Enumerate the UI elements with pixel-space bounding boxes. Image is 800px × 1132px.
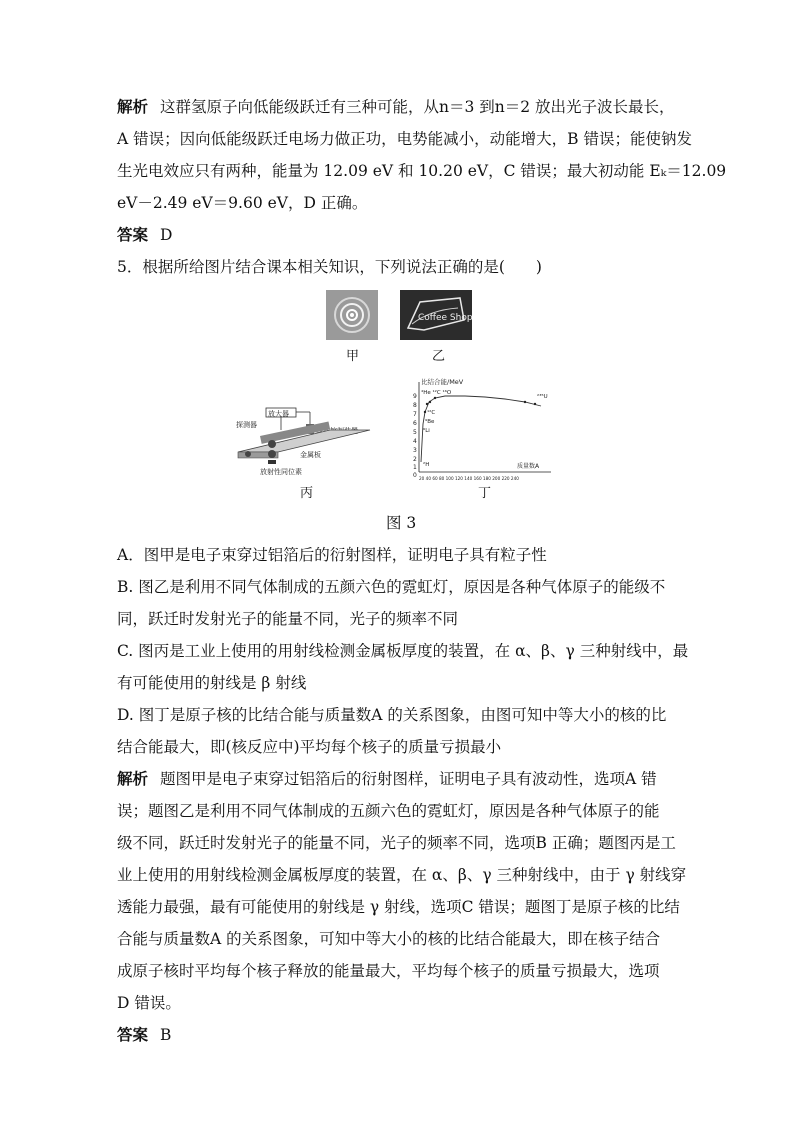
image-jia-caption: 甲 [346, 349, 360, 364]
option-a: A．图甲是电子束穿过铝箔后的衍射图样，证明电子具有粒子性 [117, 546, 547, 564]
answer-value: B [160, 1026, 172, 1044]
figure-caption: 图 3 [386, 514, 417, 532]
option-b-line-1: B. 图乙是利用不同气体制成的五颜六色的霓虹灯，原因是各种气体原子的能级不 [117, 578, 666, 596]
explanation-2-line-2: 误；题图乙是利用不同气体制成的五颜六色的霓虹灯，原因是各种气体原子的能 [117, 802, 660, 820]
explanation-label: 解析 [117, 98, 149, 116]
option-d-line-2: 结合能最大，即(核反应中)平均每个核子的质量亏损最小 [117, 738, 502, 756]
svg-text:¹²C: ¹²C [427, 410, 436, 416]
explanation-2-line-4: 业上使用的用射线检测金属板厚度的装置，在 α、β、γ 三种射线中，由于 γ 射线穿 [117, 866, 687, 884]
image-bing-caption: 丙 [300, 486, 314, 501]
svg-text:3: 3 [413, 447, 417, 454]
explanation-1-line-1: 解析 这群氢原子向低能级跃迁有三种可能，从n＝3 到n＝2 放出光子波长最长， [117, 98, 675, 116]
answer-label: 答案 [117, 226, 149, 244]
svg-text:⁶Li: ⁶Li [423, 428, 430, 434]
svg-text:放射性同位素: 放射性同位素 [260, 468, 302, 476]
explanation-2-line-1: 解析 题图甲是电子束穿过铝箔后的衍射图样，证明电子具有波动性，选项A 错 [117, 770, 657, 788]
explanation-1-line-3: 生光电效应只有两种，能量为 12.09 eV 和 10.20 eV，C 错误；最大初动能 Eₖ＝12.09 [117, 162, 727, 180]
explanation-1-line-4: eV－2.49 eV＝9.60 eV，D 正确。 [117, 194, 368, 212]
svg-text:⁴He ¹²C ¹⁶O: ⁴He ¹²C ¹⁶O [421, 390, 452, 396]
svg-text:4: 4 [413, 438, 417, 445]
svg-text:8: 8 [413, 402, 417, 409]
image-yi-caption: 乙 [432, 349, 446, 364]
explanation-label: 解析 [117, 770, 149, 788]
svg-text:金属板: 金属板 [300, 451, 321, 459]
svg-text:放大器: 放大器 [268, 410, 289, 418]
option-d-line-1: D. 图丁是原子核的比结合能与质量数A 的关系图象，由图可知中等大小的核的比 [117, 706, 667, 724]
svg-text:²³⁵U: ²³⁵U [537, 394, 548, 400]
svg-text:7: 7 [413, 411, 417, 418]
option-c-line-2: 有可能使用的射线是 β 射线 [117, 674, 307, 692]
neon-sign-text: Coffee Shop [418, 313, 472, 323]
answer-label: 答案 [117, 1026, 149, 1044]
y-axis-label: 比结合能/MeV [421, 378, 464, 386]
answer-1 [117, 225, 172, 245]
diffraction-image [326, 290, 378, 340]
svg-text:6: 6 [413, 420, 417, 427]
question-5-stem: 5．根据所给图片结合课本相关知识，下列说法正确的是( ) [117, 258, 542, 276]
svg-text:1: 1 [413, 464, 417, 471]
svg-text:5: 5 [413, 429, 417, 436]
svg-text:0: 0 [413, 472, 417, 479]
svg-text:2: 2 [413, 456, 417, 463]
explanation-2-line-3: 级不同，跃迁时发射光子的能量不同，光子的频率不同，选项B 正确；题图丙是工 [117, 834, 676, 852]
binding-energy-chart [405, 374, 555, 484]
x-axis-ticks: 20 40 60 80 100 120 140 160 180 200 220 240 [419, 476, 519, 481]
option-c-line-1: C. 图丙是工业上使用的用射线检测金属板厚度的装置，在 α、β、γ 三种射线中，最 [117, 642, 689, 660]
thickness-gauge-image [230, 400, 380, 480]
explanation-2-line-6: 合能与质量数A 的关系图象，可知中等大小的核的比结合能最大，即在核子结合 [117, 930, 661, 948]
explanation-2-line-8: D 错误。 [117, 994, 181, 1012]
svg-text:9: 9 [413, 393, 417, 400]
option-b-line-2: 同，跃迁时发射光子的能量不同，光子的频率不同 [117, 610, 459, 628]
svg-text:²H: ²H [423, 462, 430, 468]
explanation-2-line-7: 成原子核时平均每个核子释放的能量最大，平均每个核子的质量亏损最大，选项 [117, 962, 660, 980]
answer-2 [117, 1025, 171, 1045]
answer-value: D [160, 226, 173, 244]
svg-text:⁹Be: ⁹Be [425, 419, 435, 425]
x-axis-label: 质量数A [517, 463, 540, 470]
svg-text:探测器: 探测器 [236, 421, 257, 429]
explanation-2-line-5: 透能力最强，最有可能使用的射线是 γ 射线，选项C 错误；题图丁是原子核的比结 [117, 898, 680, 916]
explanation-1-line-2: A 错误；因向低能级跃迁电场力做正功，电势能减小，动能增大，B 错误；能使钠发 [117, 130, 692, 148]
image-ding-caption: 丁 [478, 486, 492, 501]
neon-sign-image [400, 290, 472, 340]
